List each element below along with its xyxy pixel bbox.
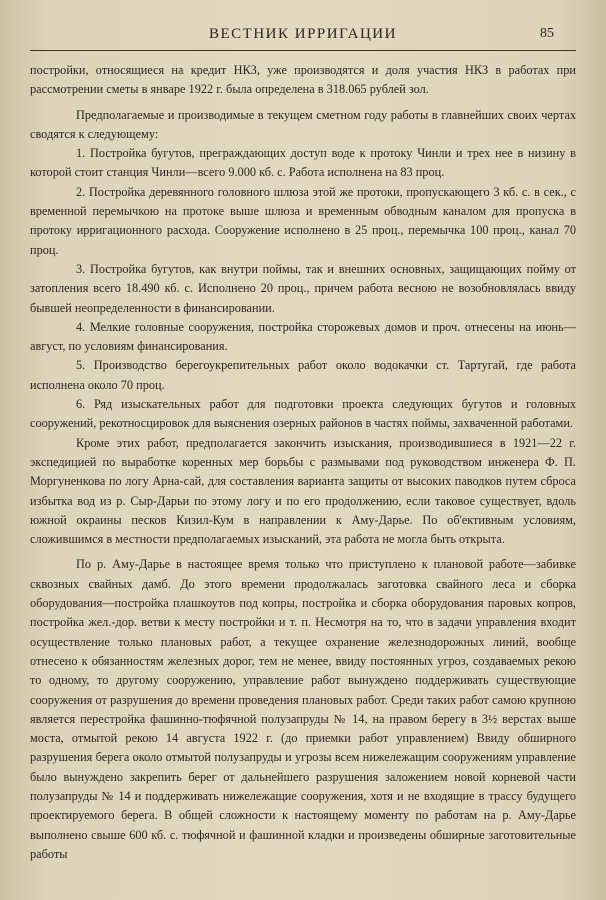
paragraph: Предполагаемые и производимые в текущем сметном году работы в главнейших своих чертах сводятся к следующему: [30, 107, 576, 141]
paragraph: постройки, относящиеся на кредит НКЗ, уже производятся и доля участия НКЗ в работах при рассмотрении сметы в январе 1922 г. была определена в 318.065 рублей зол. [30, 63, 576, 97]
list-item: 2. Постройка деревянного головного шлюза этой же протоки, пропускающего 3 кб. с. в сек., с временной перемычкою на протоке выше шлюза и временным обводным каналом для пропуска в протоку ирригационного расхода. Сооружение исполнено в 25 проц., перемычка 100 проц., канал 70 проц. [30, 184, 576, 257]
list-item: 4. Мелкие головные сооружения, постройка сторожевых домов и проч. отнесены на июнь—август, по условиям финансирования. [30, 319, 576, 354]
paragraph: Кроме этих работ, предполагается закончить изыскания, производившиеся в 1921—22 г. экспедицией по выработке коренных мер борьбы с размывами под руководством инженера Ф. П. Моргуненкова по логу Арна-сай, для составления варианта защиты от высоких паводков путем сброса избытка вод из р. Сыр-Дарьи по этому логу и по его продолжению, если таковое существует, вдоль южной окраины песков Кизил-Кум в направлении к Аму-Дарье. По об'ективным условиям, сложившимся в местности предполагаемых изысканий, эта работа не могла быть открыта. [30, 435, 576, 547]
list-item: 5. Производство берегоукрепительных работ около водокачки ст. Тартугай, где работа исполнена около 70 проц. [30, 358, 576, 392]
list-item: 1. Постройка бугутов, преграждающих доступ воде к протоку Чинли и трех нее в низину в которой стоит станция Чинли—всего 9.000 кб. с. Работа исполнена на 83 проц. [30, 146, 576, 180]
page-number: 85 [540, 26, 554, 41]
journal-title: ВЕСТНИК ИРРИГАЦИИ [209, 26, 397, 42]
list-item: 6. Ряд изыскательных работ для подготовки проекта следующих бугутов и головных сооружений, рекотносцировок для выяснения озерных районов в частях поймы, захваченной работами. [30, 397, 576, 431]
paragraph: По р. Аму-Дарье в настоящее время только что приступлено к плановой работе—забивке сквозных свайных дамб. До этого времени продолжалась заготовка свайного леса и сборка оборудования—постройка плашкоутов под копры, постройка и сборка оборудования паровых копров, постройка жел.-дор. ветви к месту постройки и т. п. Несмотря на то, что в задачи управления входит осуществление только плановых работ, а текущее охранение железнодорожных линий, вообще отнесено к обязанностям железных дорог, тем не менее, ввиду постоянных угроз, создаваемых рекою то одному, то другому сооружению, управление работ вынуждено поддерживать существующие сооружения от разрушения до времени проведения плановых работ. Среди таких работ самою крупною является перестройка фашинно-тюфячной полузапруды № 14, на правом берегу в 3½ верстах выше моста, отмытой рекою 14 августа 1922 г. (до приемки работ управлением) Ввиду обширного разрушения берега около отмытой полузапруды и угрозы всем нижележащим сооружениям управление было вынуждено закрепить берег от дальнейшего разрушения заложением новой корневой части полузапруды № 14 и поддерживать нижележащие сооружения, хотя и не входящие в трассу будущего проектируемого берега. В общей сложности к настоящему моменту по работам на р. Аму-Дарье выполнено свыше 600 кб. с. тюфячной и фашинной кладки и произведены обширные заготовительные работы [30, 557, 576, 861]
list-item: 3. Постройка бугутов, как внутри поймы, так и внешних основных, защищающих пойму от затопления всего 18.490 кб. с. Исполнено 20 проц., причем работа весною не возобновлялась ввиду бывшей неопределенности в финансировании. [30, 261, 576, 315]
page-header [30, 24, 576, 51]
article-body [30, 61, 576, 864]
